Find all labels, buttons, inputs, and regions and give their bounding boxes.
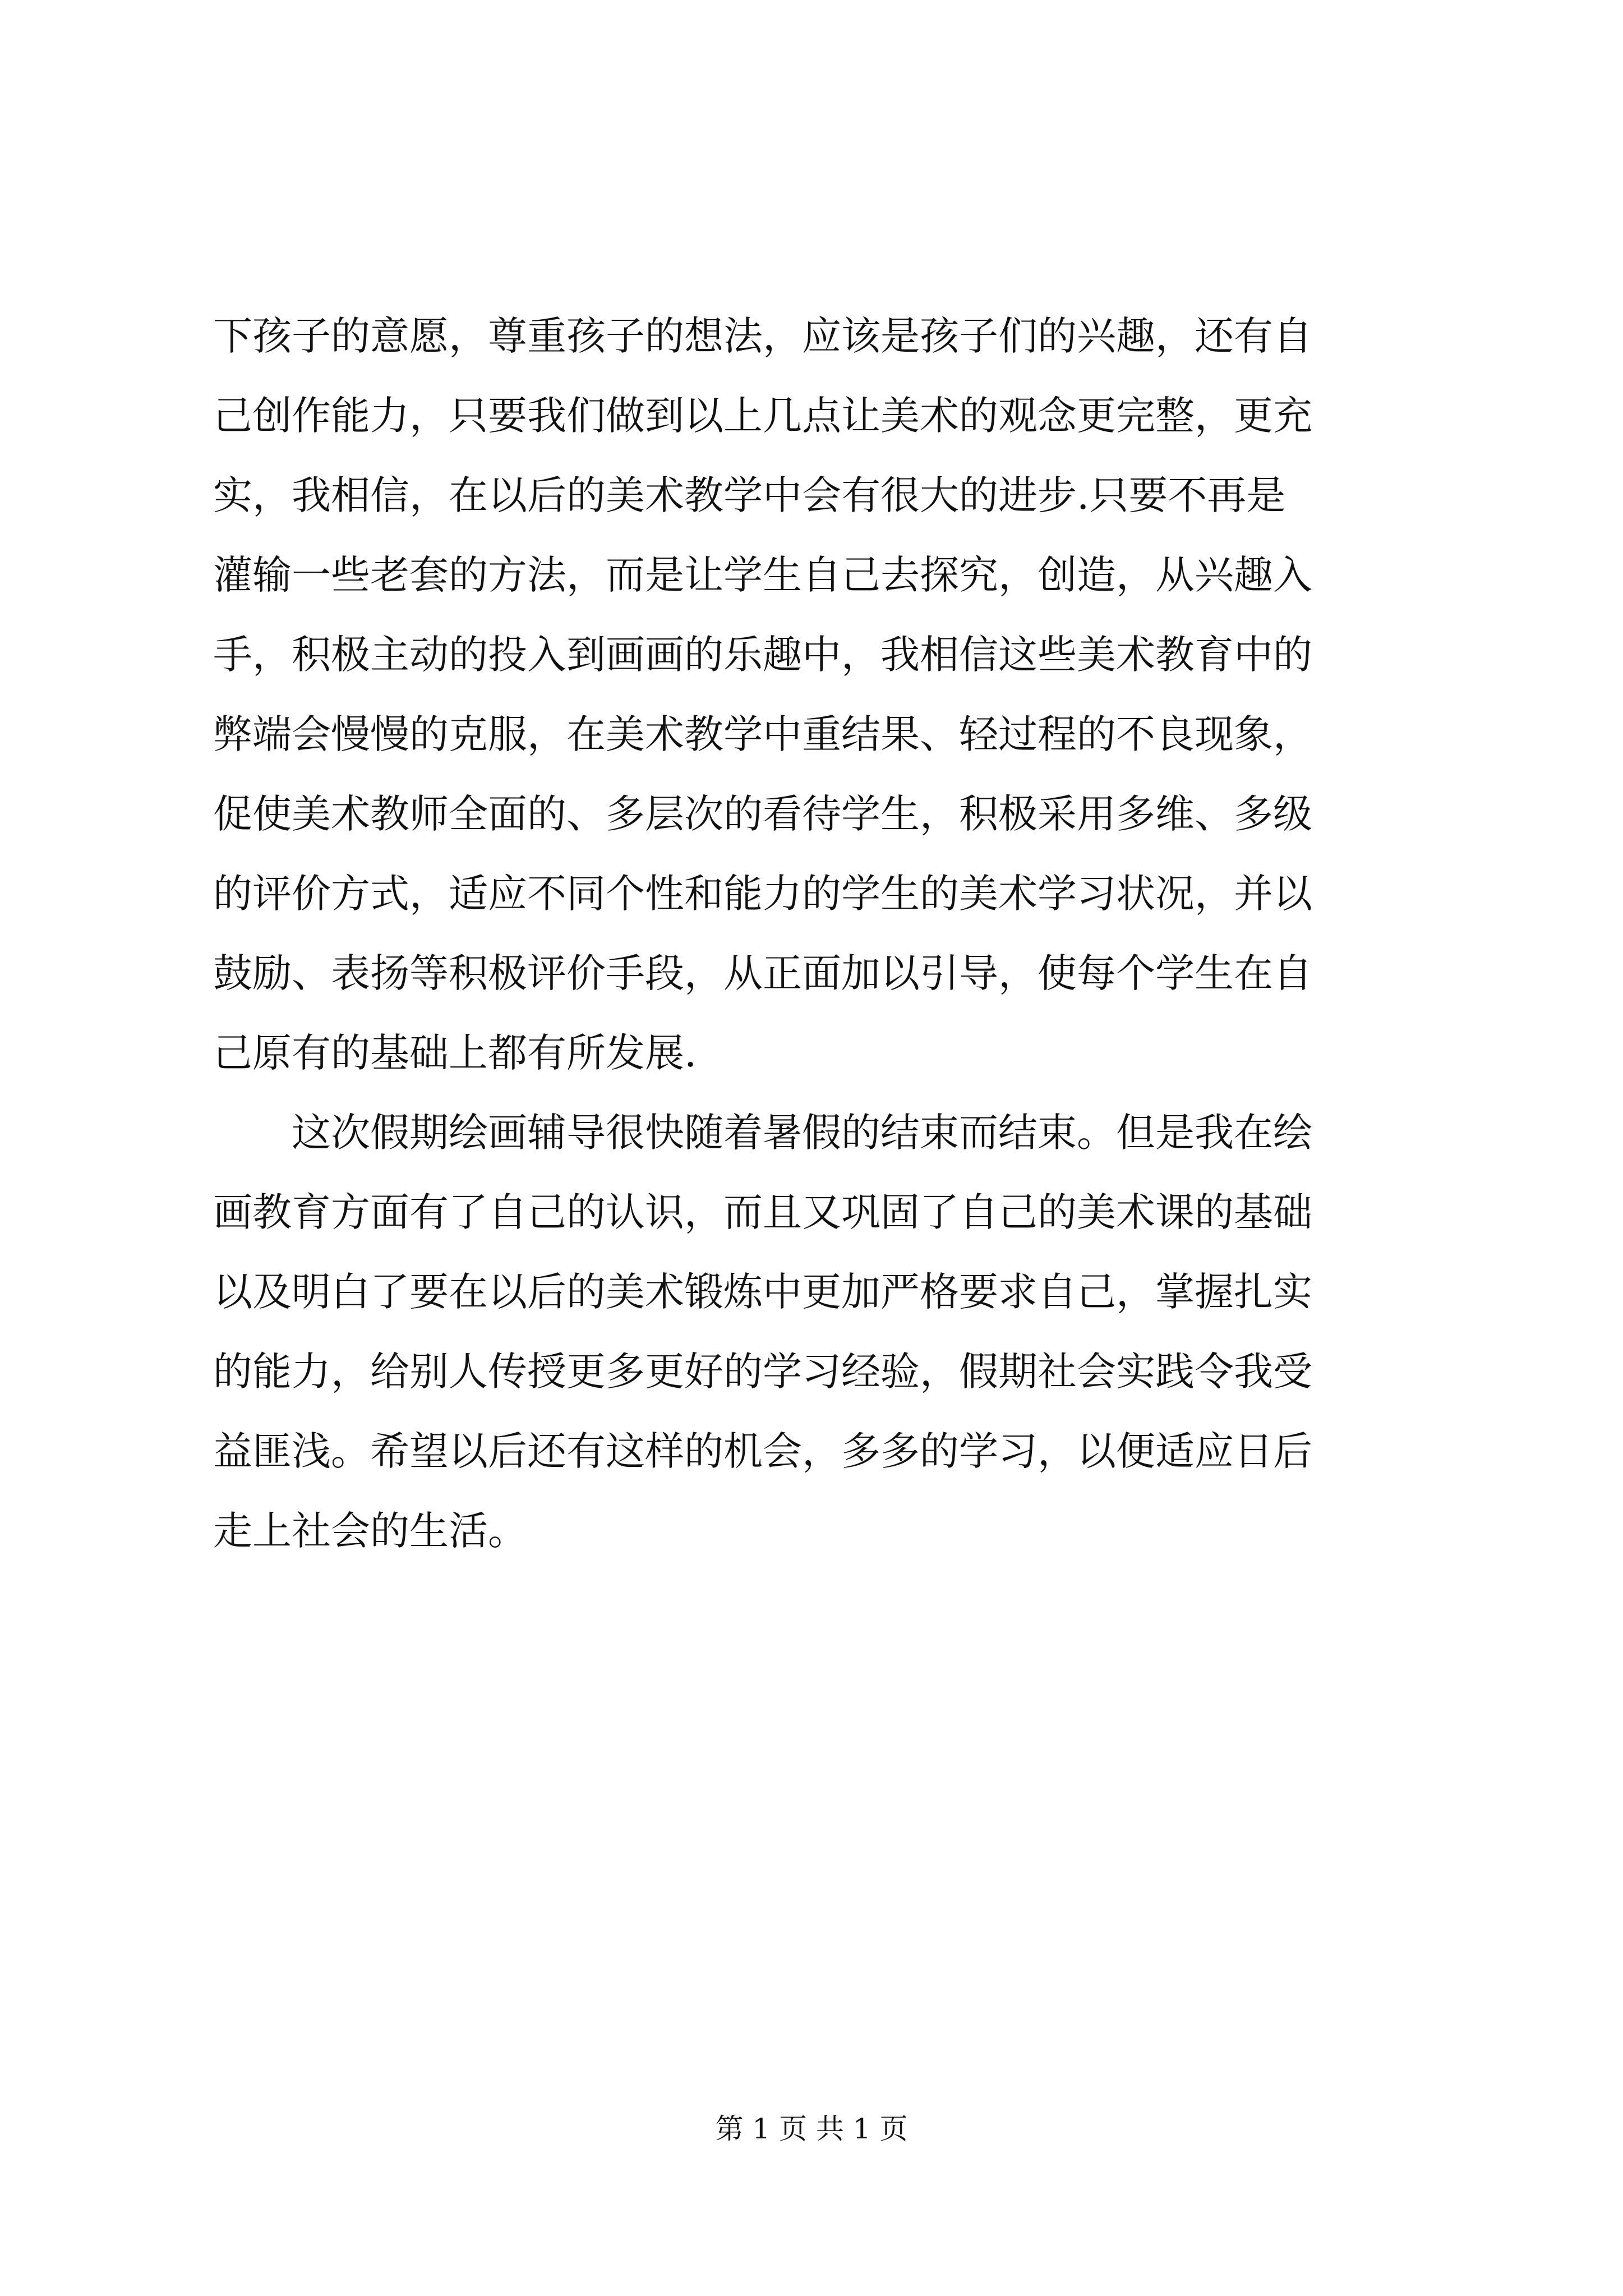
text-line: 的评价方式，适应不同个性和能力的学生的美术学习状况，并以: [213, 871, 1312, 917]
page-footer: [0, 2109, 1623, 2148]
text-line: 画教育方面有了自己的认识，而且又巩固了自己的美术课的基础: [213, 1189, 1312, 1235]
text-line: 下孩子的意愿，尊重孩子的想法，应该是孩子们的兴趣，还有自: [213, 313, 1312, 359]
text-line: 这次假期绘画辅导很快随着暑假的结束而结束。但是我在绘: [213, 1110, 1312, 1156]
text-line: 实，我相信，在以后的美术教学中会有很大的进步.只要不再是: [213, 472, 1286, 518]
text-line: 手，积极主动的投入到画画的乐趣中，我相信这些美术教育中的: [213, 632, 1312, 678]
page-number-label: 第 1 页 共 1 页: [715, 2113, 908, 2145]
text-line: 的能力，给别人传授更多更好的学习经验，假期社会实践令我受: [213, 1349, 1312, 1395]
text-line: 弊端会慢慢的克服，在美术教学中重结果、轻过程的不良现象，: [213, 711, 1312, 757]
text-line: 以及明白了要在以后的美术锻炼中更加严格要求自己，掌握扎实: [213, 1269, 1312, 1315]
paragraph-2: [213, 1093, 1419, 1571]
text-line: 益匪浅。希望以后还有这样的机会，多多的学习，以便适应日后: [213, 1428, 1312, 1474]
paragraph-1: [213, 296, 1419, 1093]
text-line: 己原有的基础上都有所发展.: [213, 1030, 697, 1076]
text-line: 走上社会的生活。: [213, 1508, 527, 1554]
text-line: 己创作能力，只要我们做到以上几点让美术的观念更完整，更充: [213, 393, 1312, 439]
text-line: 促使美术教师全面的、多层次的看待学生，积极采用多维、多级: [213, 791, 1312, 837]
text-line: 灌输一些老套的方法，而是让学生自己去探究，创造，从兴趣入: [213, 552, 1312, 598]
document-body: [213, 296, 1419, 1571]
text-line: 鼓励、表扬等积极评价手段，从正面加以引导，使每个学生在自: [213, 950, 1312, 996]
